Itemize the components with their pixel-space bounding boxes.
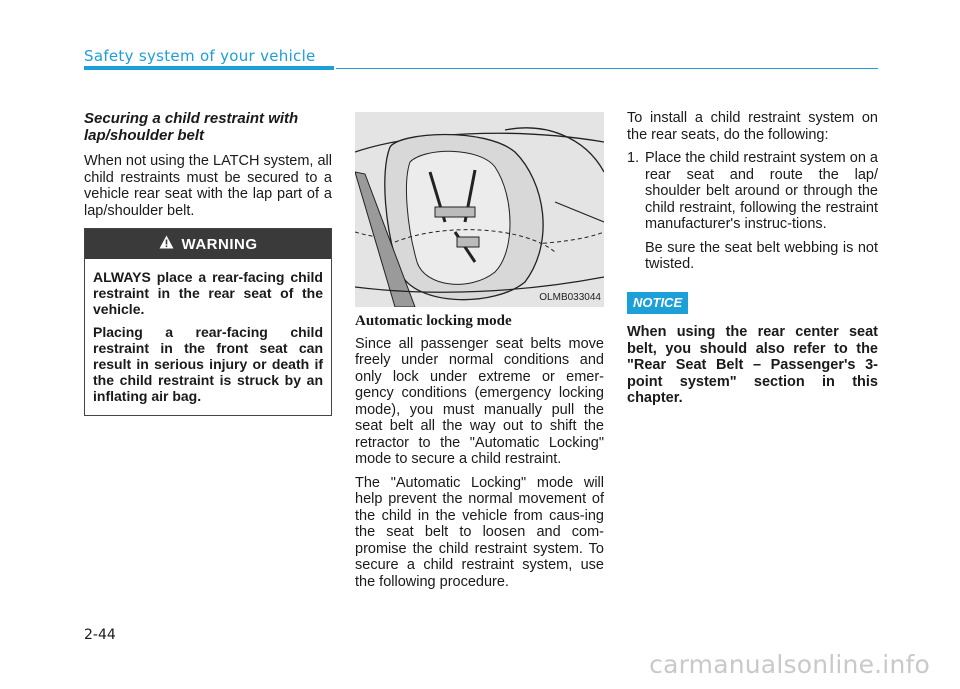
child-seat-drawing [355, 112, 604, 307]
middle-column [355, 112, 604, 597]
child-seat-illustration [355, 112, 604, 307]
subheading: Automatic locking mode [355, 313, 512, 329]
list-item [627, 150, 878, 280]
notice-badge: NOTICE [627, 292, 688, 315]
intro-paragraph: When not using the LATCH system, all child restraints must be secured to a vehicle rear seat with the lap part of a lap/shoulder belt. [84, 153, 332, 219]
step-note: Be sure the seat belt webbing is not twisted. [645, 239, 878, 272]
notice-text: When using the rear center seat belt, you should also refer to the "Rear Seat Belt – Passenger's 3-point system" section in this chapter. [627, 324, 878, 406]
body-paragraph: The "Automatic Locking" mode will help prevent the normal movement of the child in the vehicle from caus-ing the seat belt to loosen and com-promise the child restraint system. To secure a child restraint system, use the following procedure. [355, 474, 604, 590]
section-heading: Securing a child restraint with lap/shoulder belt [84, 110, 299, 144]
section-title: Safety system of your vehicle [84, 47, 316, 65]
right-column [627, 110, 878, 414]
left-column [84, 110, 332, 226]
warning-header [85, 229, 331, 259]
body-paragraph: Since all passenger seat belts move freely under normal conditions and only lock under extreme or emer-gency conditions (emergency locking mode), you must manually pull the seat belt all the way out to shift the retractor to the "Automatic Locking" mode to secure a child restraint. [355, 335, 604, 467]
warning-box [84, 228, 332, 416]
figure-code: OLMB033044 [539, 290, 601, 307]
warning-paragraph: Placing a rear-facing child restraint in the front seat can result in serious injury or death if the child restraint is struck by an inflating air bag. [93, 324, 323, 404]
header-rule-thick [84, 66, 334, 70]
warning-body [85, 259, 331, 404]
step-text: Place the child restraint system on a rear seat and route the lap/ shoulder belt around or through the child restraint, following the restraint manufacturer's instruc-tions. [645, 150, 878, 232]
page-number: 2-44 [84, 627, 116, 643]
warning-triangle-icon [159, 235, 174, 253]
install-intro: To install a child restraint system on the rear seats, do the following: [627, 110, 878, 143]
header-rule-thin [336, 68, 878, 69]
warning-label: WARNING [181, 235, 258, 253]
warning-paragraph: ALWAYS place a rear-facing child restraint in the rear seat of the vehicle. [93, 269, 323, 317]
step-number: 1. [627, 150, 640, 166]
watermark: carmanualsonline.info [649, 650, 930, 679]
